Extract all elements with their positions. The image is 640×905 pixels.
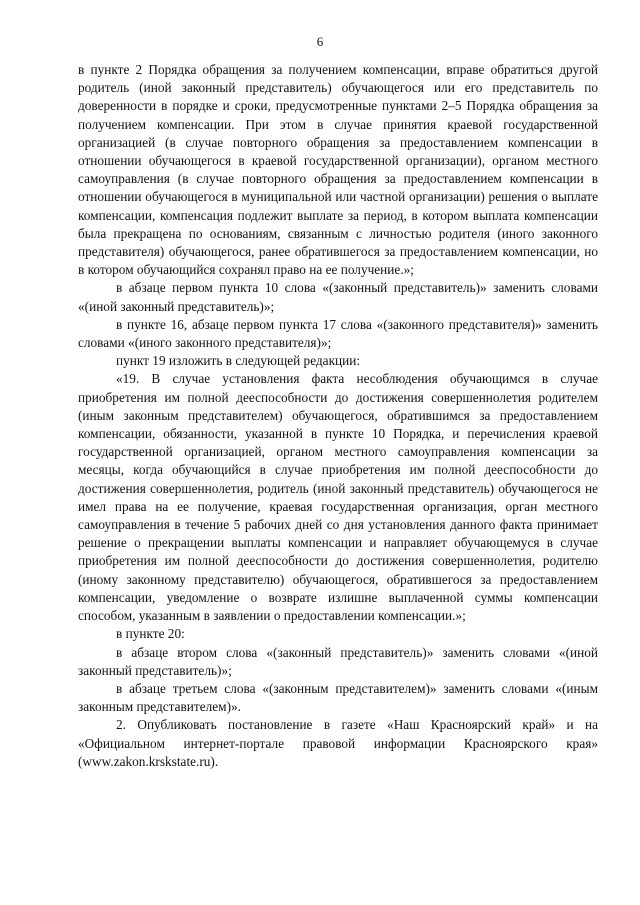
paragraph-item-20-third: в абзаце третьем слова «(законным представителем)» заменить словами «(иным законным представителем)». — [78, 680, 598, 715]
document-body — [78, 61, 598, 771]
paragraph-item-16-17: в пункте 16, абзаце первом пункта 17 слова «(законного представителя)» заменить словами «(иного законного представителя)»; — [78, 316, 598, 351]
paragraph-item-20-intro: в пункте 20: — [116, 626, 185, 642]
paragraph-publication: 2. Опубликовать постановление в газете «Наш Красноярский край» и на «Официальном интернет-портале правовой информации Красноярского края» (www.zakon.krskstate.ru). — [78, 717, 598, 769]
paragraph-item-20-second: в абзаце втором слова «(законный представитель)» заменить словами «(иной законный представитель)»; — [78, 644, 598, 678]
paragraph-item-10: в абзаце первом пункта 10 слова «(законный представитель)» заменить словами «(иной законный представитель)»; — [78, 280, 598, 314]
paragraph-item-19-intro: пункт 19 изложить в следующей редакции: — [116, 353, 361, 369]
paragraph-continuation: в пункте 2 Порядка обращения за получением компенсации, вправе обратиться другой родитель (иной законный представитель) обучающегося или его представитель по доверенности в порядке и сроки, предусмотренные пунктами 2–5 Порядка обращения за получением компенсации. При этом в случае принятия краевой государственной организацией (в случае повторного обращения за предоставлением компенсации в отношении обучающегося в краевой государственной организации), органом местного самоуправления (в случае повторного обращения за предоставлением компенсации в отношении обучающегося в муниципальной или частной организации) решения о выплате компенсации, компенсация подлежит выплате за период, в котором выплата компенсации была прекращена по основаниям, связанным с личностью родителя (иного законного представителя) обучающегося, ранее обратившегося за предоставлением компенсации, но в котором обучающийся сохранял право на ее получение.»; — [78, 62, 598, 278]
page-number: 6 — [316, 34, 324, 49]
paragraph-item-19-text: «19. В случае установления факта несоблюдения обучающимся в случае приобретения им полной дееспособности до достижения совершеннолетия родителем (иным законным представителем) обучающегося, обратившимся за предоставлением компенсации, обязанности, указанной в пункте 10 Порядка, и перечисления краевой государственной организацией, органом местного самоуправления компенсации за месяцы, когда обучающийся в случае приобретения им полной дееспособности до достижения совершеннолетия, родитель (иной законный представитель) обучающегося не имел права на ее получение, краевая государственная организация, орган местного самоуправления в течение 5 рабочих дней со дня установления данного факта принимает решение о прекращении выплаты компенсации и направляет обучающемуся в случае приобретения им полной дееспособности до достижения совершеннолетия, родителю (иному законному представителю) обучающегося, обратившегося за предоставлением компенсации, уведомление о возврате излишне выплаченной суммы компенсации способом, указанным в заявлении о предоставлении компенсации.»; — [78, 371, 598, 624]
